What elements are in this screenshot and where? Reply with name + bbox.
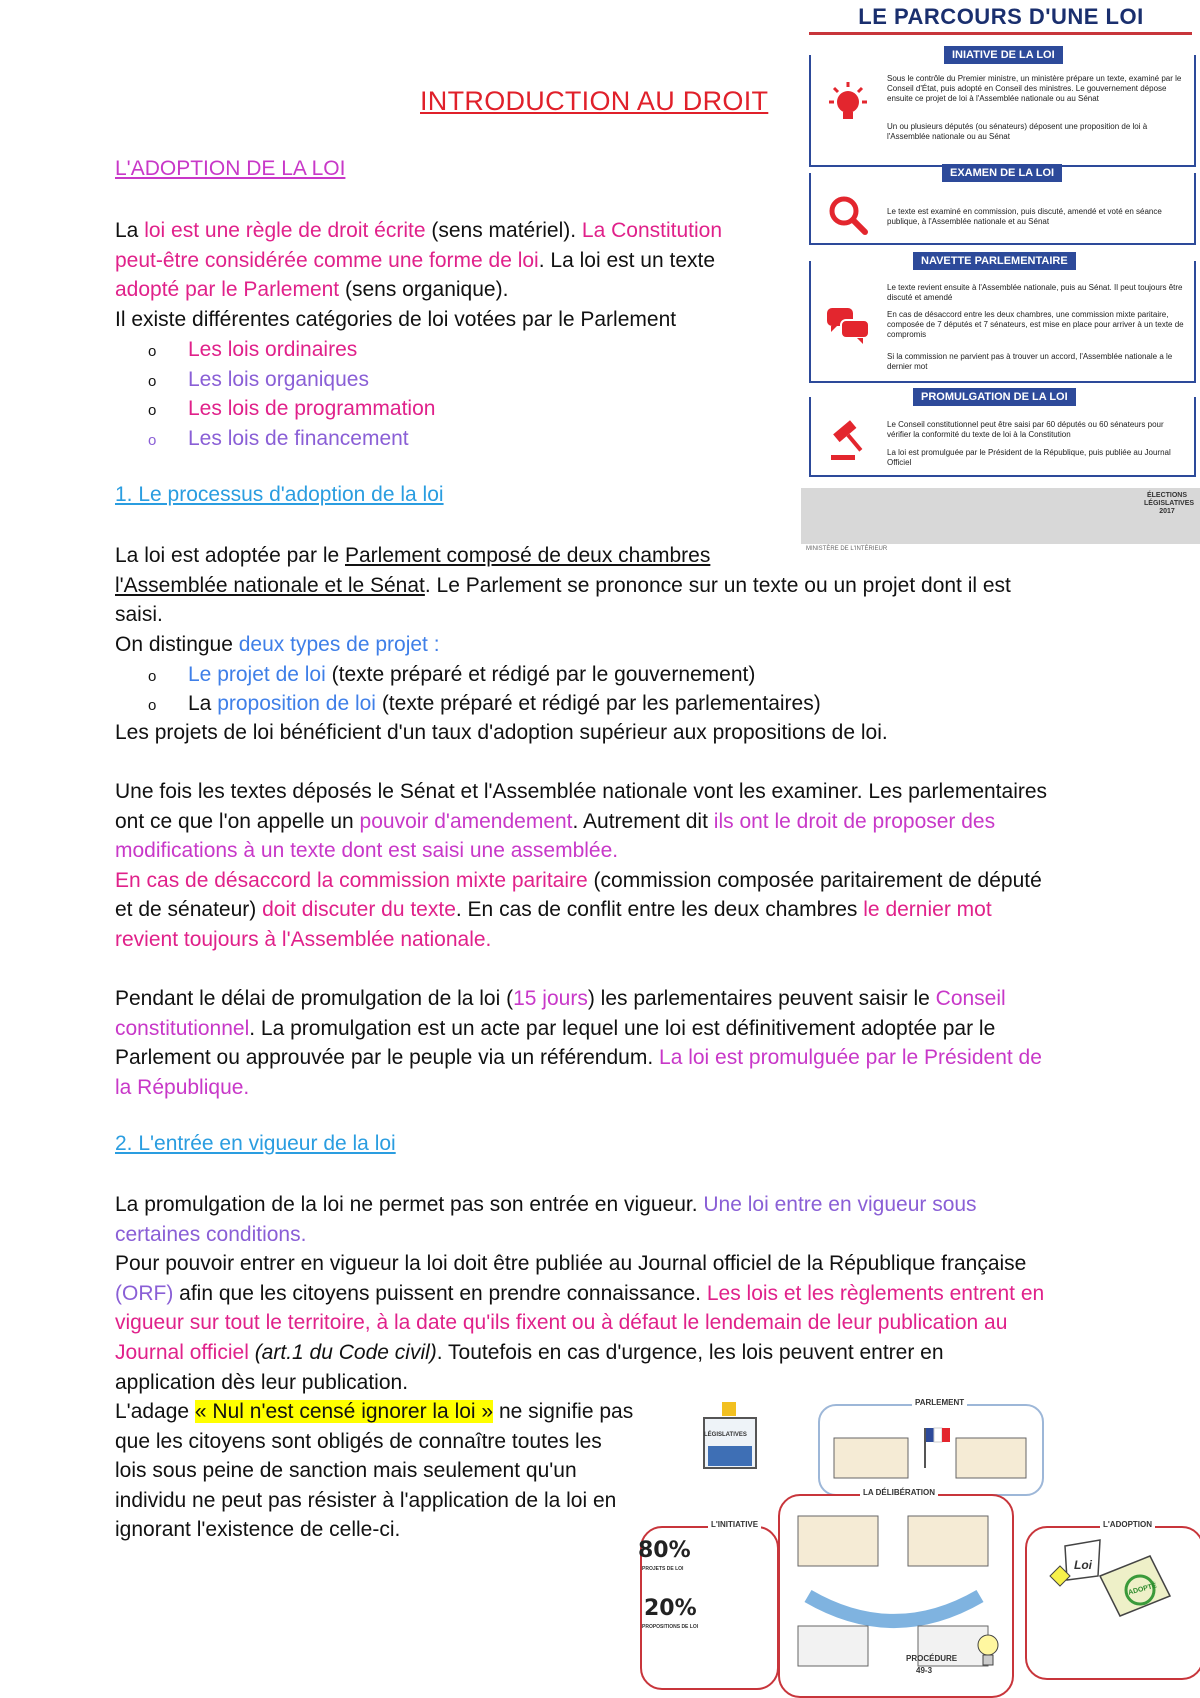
text-fragment: Journal officiel [115, 1340, 249, 1364]
text-fragment: pouvoir d'amendement [359, 809, 573, 833]
infographic-title: LE PARCOURS D'UNE LOI [858, 4, 1144, 29]
text-fragment: certaines conditions. [115, 1222, 307, 1246]
text-fragment: doit discuter du texte [262, 898, 456, 922]
propositions-label: PROPOSITIONS DE LOI [642, 1624, 699, 1630]
adopte-stamp: ADOPTÉ [1127, 1582, 1158, 1597]
text-fragment: le dernier mot [863, 898, 992, 922]
text-fragment: En cas de désaccord la commission mixte paritaire [115, 868, 588, 892]
list-item-category [148, 424, 409, 456]
text-fragment: adopté par le Parlement [115, 278, 340, 302]
adoption-label: L'ADOPTION [1100, 1520, 1155, 1529]
text-fragment: Conseil [935, 987, 1006, 1010]
text-fragment: La loi est adoptée par le [115, 544, 345, 567]
footer-text: MINISTÈRE DE L'INTÉRIEUR [806, 546, 888, 552]
text-fragment: La [115, 219, 145, 242]
highlighted-quote: « Nul n'est censé ignorer la loi » [194, 1400, 494, 1423]
band-initiative: INIATIVE DE LA LOI [944, 46, 1063, 64]
list-item-label: Les lois organiques [188, 368, 369, 391]
text-fragment: et de sénateur) [115, 898, 263, 922]
parliament-buildings-icon [830, 1420, 1030, 1484]
text-fragment: (commission composée paritairement de député [587, 868, 1042, 892]
text-fragment: Parlement composé de deux chambres [345, 544, 711, 567]
text-fragment: (ORF) [115, 1281, 174, 1305]
text-fragment: Une fois les textes déposés le Sénat et l'Assemblée nationale vont les examiner. Les parlementaires [115, 780, 1048, 803]
text-fragment: l'Assemblée nationale et le Sénat [115, 573, 425, 597]
magnifier-icon [823, 190, 873, 240]
text-fragment: vigueur sur tout le territoire, à la date qu'ils fixent ou à défaut le lendemain de leur publication au [115, 1311, 1008, 1335]
infographic-text: Le Conseil constitutionnel peut être saisi par 60 députés ou 60 sénateurs pour vérifier la conformité du texte de loi à la Constitution [887, 420, 1164, 439]
text-fragment: Pendant le délai de promulgation de la loi ( [115, 987, 514, 1010]
text-fragment: modifications à un texte dont est saisi une assemblée. [115, 839, 619, 863]
paragraph-adage [115, 1397, 633, 1545]
text-fragment: Pour pouvoir entrer en vigueur la loi doit être publiée au Journal officiel de la République française [115, 1252, 1027, 1276]
text-fragment: lois sous peine de sanction mais seulement qu'un [115, 1459, 577, 1483]
infographic-text: Si la commission ne parvient pas à trouver un accord, l'Assemblée nationale a le dernier mot [887, 352, 1173, 371]
text-fragment: deux types de projet : [238, 632, 440, 656]
paragraph-adoption-rate: Les projets de loi bénéficient d'un taux d'adoption supérieur aux propositions de loi. [115, 721, 888, 744]
text-fragment: ils ont le droit de proposer des [713, 809, 996, 833]
text-fragment: (sens organique). [339, 278, 509, 302]
text-fragment: que les citoyens sont obligés de connaître toutes les [115, 1429, 602, 1453]
text-fragment: (texte préparé et rédigé par les parlementaires) [375, 692, 821, 715]
text-fragment: . Toutefois en cas d'urgence, les lois peuvent entrer en [436, 1340, 944, 1364]
text-fragment: ) les parlementaires peuvent saisir le [587, 987, 936, 1010]
page-title: INTRODUCTION AU DROIT [420, 86, 769, 116]
infographic-text: Sous le contrôle du Premier ministre, un ministère prépare un texte, examiné par le Conseil d'État, puis adopté en Conseil des ministres. Le gouvernement dépose ensuite ce projet de loi à l'Assemblée nationale ou au Sénat [887, 74, 1182, 103]
text-fragment: individu ne peut pas résister à l'application de la loi en [115, 1488, 617, 1512]
deliberation-illustration [788, 1506, 1000, 1686]
parlement-label: PARLEMENT [912, 1398, 967, 1407]
loi-sign: Loi [1074, 1558, 1092, 1572]
bullet-icon: o [148, 432, 157, 449]
list-item-label: Les lois de programmation [188, 397, 436, 420]
paragraph-entry-into-force [115, 1190, 1044, 1397]
band-promulgation: PROMULGATION DE LA LOI [913, 388, 1076, 406]
text-fragment: 15 jours [513, 987, 588, 1010]
infographic-text: La loi est promulguée par le Président de la République, puis publiée au Journal Officiel [887, 448, 1171, 467]
list-item-project [148, 660, 755, 692]
text-fragment: . La loi est un texte [538, 248, 716, 272]
text-fragment: saisi. [115, 603, 163, 627]
paragraph-promulgation [115, 984, 1042, 1102]
divider [809, 32, 1192, 35]
projects-label: PROJETS DE LOI [642, 1566, 684, 1572]
text-fragment: projet de loi [217, 663, 326, 686]
text-fragment: Parlement ou approuvée par le peuple via un référendum. [115, 1046, 660, 1070]
text-fragment: proposition de loi [217, 692, 376, 715]
section-heading-adoption: L'ADOPTION DE LA LOI [115, 157, 346, 180]
text-fragment: (texte préparé et rédigé par le gouvernement) [325, 663, 756, 686]
text-fragment: constitutionnel [115, 1016, 250, 1040]
text-fragment: La Constitution [581, 219, 722, 242]
text-fragment: La promulgation de la loi ne permet pas son entrée en vigueur. [115, 1193, 704, 1216]
band-navette: NAVETTE PARLEMENTAIRE [913, 252, 1076, 270]
text-fragment: Le [188, 663, 218, 686]
infographic-text: En cas de désaccord entre les deux chambres, une commission mixte paritaire, composée de 7 députés et 7 sénateurs, est mise en place pour arriver à un texte de compromis [887, 310, 1184, 339]
legislative-process-diagram [638, 1386, 1200, 1696]
bullet-icon: o [148, 373, 157, 390]
list-item-category [148, 335, 357, 367]
list-item-project [148, 689, 821, 721]
ballot-label: LÉGISLATIVES [704, 1432, 747, 1438]
infographic-text: Le texte revient ensuite à l'Assemblée nationale, puis au Sénat. Il peut toujours être discuté et amendé [887, 283, 1183, 302]
text-fragment: Une loi entre en vigueur sous [703, 1193, 977, 1216]
bullet-icon: o [148, 402, 157, 419]
infographic-footer [806, 546, 1196, 552]
band-examen: EXAMEN DE LA LOI [942, 164, 1062, 182]
text-fragment: afin que les citoyens puissent en prendre connaissance. [173, 1281, 707, 1305]
propositions-percentage: 20% [644, 1596, 697, 1621]
text-fragment: ne signifie pas [493, 1400, 634, 1423]
adoption-illustration [1040, 1536, 1190, 1656]
list-item-label: Les lois ordinaires [188, 338, 358, 361]
text-fragment: (art.1 du Code civil) [248, 1340, 437, 1364]
text-fragment: revient toujours à l'Assemblée nationale. [115, 927, 492, 951]
text-fragment: Il existe différentes catégories de loi votées par le Parlement [115, 307, 677, 331]
text-fragment: . En cas de conflit entre les deux chambres [455, 898, 864, 922]
text-fragment: Les lois et les règlements entrent en [706, 1281, 1045, 1305]
text-fragment: ignorant l'existence de celle-ci. [115, 1518, 401, 1542]
bullet-icon: o [148, 343, 157, 360]
text-fragment: ont ce que l'on appelle un [115, 809, 360, 833]
list-item-category [148, 365, 369, 397]
text-fragment: La [188, 692, 218, 715]
procedure-number: 49-3 [916, 1666, 933, 1675]
gavel-icon [823, 415, 873, 465]
text-fragment: . Le Parlement se prononce sur un texte ou un projet dont il est [424, 573, 1011, 597]
text-fragment: La loi est promulguée par le Président de [659, 1046, 1042, 1070]
text-fragment: L'adage [115, 1400, 195, 1423]
bullet-icon: o [148, 668, 157, 685]
text-fragment: . Autrement dit [572, 809, 714, 833]
infographic-text: Un ou plusieurs députés (ou sénateurs) déposent une proposition de loi à l'Assemblée nationale ou au Sénat [887, 122, 1148, 141]
projects-percentage: 80% [638, 1538, 691, 1563]
procedure-label: PROCÉDURE [906, 1654, 958, 1663]
paragraph-definition [115, 216, 722, 334]
text-fragment: (sens matériel). [425, 219, 582, 242]
section-heading-entry: 2. L'entrée en vigueur de la loi [115, 1132, 396, 1155]
list-item-category [148, 394, 435, 426]
list-item-label: Les lois de financement [188, 427, 409, 450]
infographic-parcours-loi [801, 0, 1200, 560]
speech-bubbles-icon [823, 300, 873, 350]
text-fragment: loi est une règle de droit écrite [144, 219, 426, 242]
bullet-icon: o [148, 697, 157, 714]
paragraph-amendment [115, 777, 1047, 955]
text-fragment: peut-être considérée comme une forme de loi [115, 248, 539, 272]
election-label: ÉLECTIONS LÉGISLATIVES 2017 [1144, 492, 1195, 515]
lightbulb-icon [975, 1632, 1001, 1672]
lightbulb-icon [823, 80, 873, 130]
text-fragment: . La promulgation est un acte par lequel une loi est définitivement adoptée par le [249, 1016, 996, 1040]
initiative-label: L'INITIATIVE [708, 1520, 761, 1529]
text-fragment: application dès leur publication. [115, 1370, 409, 1394]
text-fragment: la République. [115, 1075, 250, 1099]
deliberation-label: LA DÉLIBÉRATION [860, 1488, 938, 1497]
infographic-text: Le texte est examiné en commission, puis discuté, amendé et voté en séance publique, à l'Assemblée nationale et au Sénat [887, 207, 1162, 226]
section-heading-process: 1. Le processus d'adoption de la loi [115, 483, 444, 506]
crowd-silhouette-image [801, 488, 1200, 544]
text-fragment: On distingue [115, 632, 239, 656]
